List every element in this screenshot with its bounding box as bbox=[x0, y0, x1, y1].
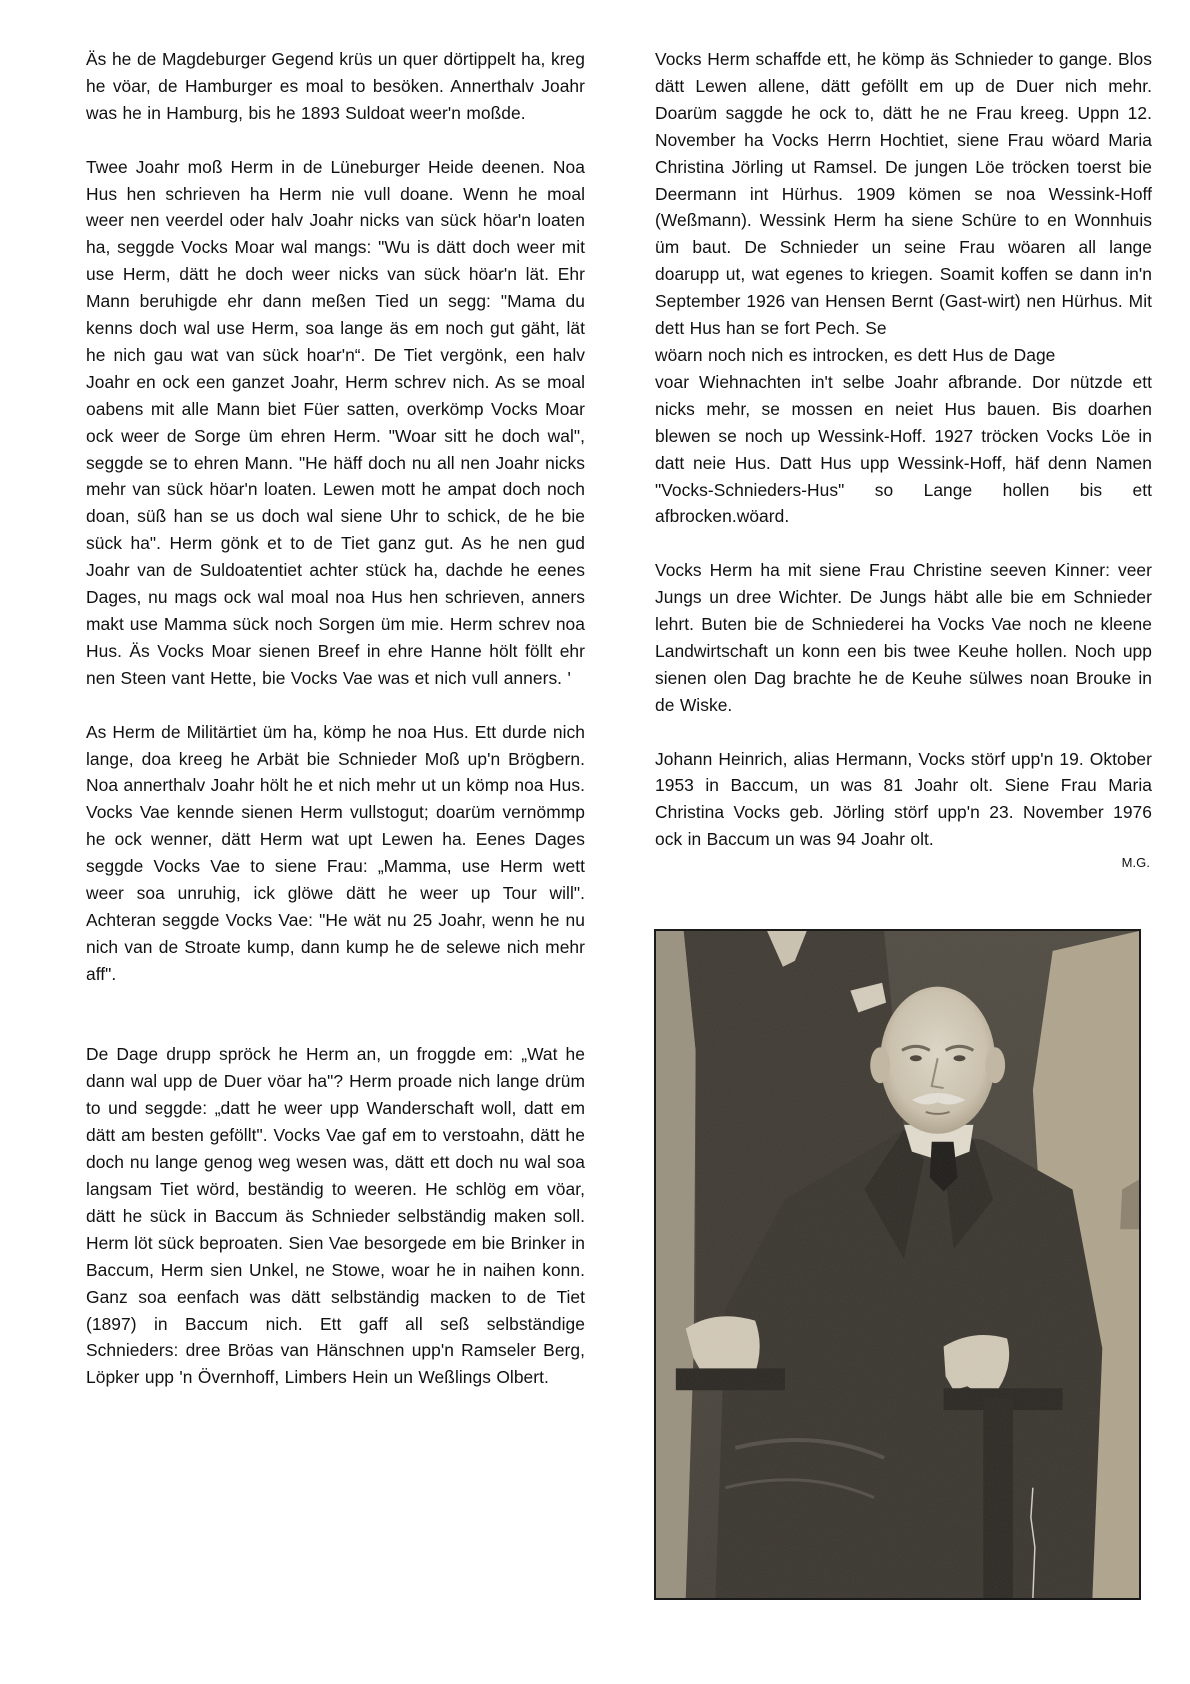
paragraph-becoming-tailor: De Dage drupp spröck he Herm an, un froggde em: „Wat he dann wal upp de Duer vöar ha"? Herm proade nich lange drüm to und seggde: „datt he weer upp Wanderschaft woll, datt em dätt am besten geföllt". Vocks Vae gaf em to verstoahn, dätt he doch nu lange genog weg wesen was, dätt ett doch nu wal soa langsam Tiet wörd, beständig to weeren. He schlög em vöar, dätt he sück in Baccum äs Schnieder selbständig maken soll. Herm löt sück beproaten. Sien Vae besorgede em bie Brinker in Baccum, Herm sien Unkel, ne Stowe, woar he in naihen konn. Ganz soa eenfach was dätt selbständig macken to de Tiet (1897) in Baccum nich. Ett gaff all seß selbständige Schnieders: dree Bröas van Hänschnen upp'n Ramseler Berg, Löpker upp 'n Övernhoff, Limbers Hein un Weßlings Olbert. bbox=[86, 1044, 585, 1388]
paragraph-children: Vocks Herm ha mit siene Frau Christine seeven Kinner: veer Jungs un dree Wichter. De Jungs häbt alle bie em Schnieder lehrt. Buten bie de Schniederei ha Vocks Vae noch ne kleene Landwirtschaft un konn een bis twee Keuhe hollen. Noch upp sienen olen Dag brachte he de Keuhe sülwes noan Brouke in de Wiske. bbox=[655, 560, 1152, 715]
paragraph-marriage-break-line: wöarn noch nich es introcken, es dett Hus de Dage bbox=[655, 344, 1056, 365]
left-text-column bbox=[86, 46, 585, 1391]
paragraph-hamburg: Äs he de Magdeburger Gegend krüs un quer dörtippelt ha, kreg he vöar, de Hamburger es moal to besöken. Annerthalv Joahr was he in Hamburg, bis he 1893 Suldoat weer'n moßde. bbox=[86, 49, 585, 123]
paragraph-deaths: Johann Heinrich, alias Hermann, Vocks störf upp'n 19. Oktober 1953 in Baccum, un was 81 Joahr olt. Siene Frau Maria Christina Vocks geb. Jörling störf upp'n 23. November 1976 ock in Baccum un was 94 Joahr olt. bbox=[655, 748, 1152, 850]
paragraph-military-service: Twee Joahr moß Herm in de Lüneburger Heide deenen. Noa Hus hen schrieven ha Herm nie vull doane. Wenn he moal weer nen veerdel oder halv Joahr nicks van sück höar'n loaten ha, seggde Vocks Moar wal mangs: "Wu is dätt doch weer mit use Herm, dätt he doch weer nicks van sück höar'n lät. Ehr Mann beruhigde ehr dann meßen Tied un segg: "Mama du kenns doch wal use Herm, soa lange äs em noch gut gäht, lät he nich gau wat van sück hoar'n“. De Tiet vergönk, een halv Joahr en ock een ganzet Joahr, Herm schrev nich. As se moal oabens mit alle Mann biet Füer satten, overkömp Vocks Moar ock weer de Sorge üm ehren Herm. "Woar sitt he doch wal", seggde se to ehren Mann. "He häff doch nu all nen Joahr nicks mehr van sück höar'n loaten. Lewen mott he ampat doch noch doan, süß han se us doch wal siene Uhr to schick, de he bie sück ha". Herm gönk et to de Tiet ganz gut. As he nen gud Joahr van de Suldoatentiet achter stück ha, dachde he eenes Dages, nu mags ock wal moal noa Hus hen schrieven, anners makt use Mamma sück noch Sorgen üm mie. Herm schrev noa Hus. Äs Vocks Moar sienen Breef in ehre Hanne hölt föllt ehr nen Steen vant Hette, bie Vocks Vae was et nich vull anners. ' bbox=[86, 156, 585, 688]
paragraph-marriage-part-a: Vocks Herm schaffde ett, he kömp äs Schnieder to gange. Blos dätt Lewen allene, dätt geföllt em up de Duer nich mehr. Doarüm saggde he ock to, dätt he ne Frau kreeg. Uppn 12. November ha Vocks Herrn Hochtiet, siene Frau wöard Maria Christina Jörling ut Ramsel. De jungen Löe tröcken toerst bie Deermann int Hürhus. 1909 kömen se noa Wessink-Hoff (Weßmann). Wessink Herm ha siene Schüre to en Wonnhuis üm baut. De Schnieder un seine Frau wöaren all lange doarupp ut, wat egenes to kriegen. Soamit koffen se dann in'n September 1926 van Hensen Bernt (Gast-wirt) nen Hürhus. Mit dett Hus han se fort Pech. Se bbox=[655, 49, 1152, 339]
paragraph-marriage-part-b: voar Wiehnachten in't selbe Joahr afbrande. Dor nützde ett nicks mehr, se mossen en neiet Hus bauen. Bis doarhen blewen se noch up Wessink-Hoff. 1927 tröcken Vocks Löe in datt neie Hus. Datt Hus upp Wessink-Hoff, häf denn Namen "Vocks-Schnieders-Hus" so Lange hollen bis ett afbrocken.wöard. bbox=[655, 371, 1152, 527]
portrait-photo bbox=[654, 929, 1141, 1600]
paragraph-marriage-and-house bbox=[655, 46, 1152, 530]
author-signature: M.G. bbox=[1121, 855, 1150, 871]
right-text-column bbox=[655, 46, 1152, 873]
paragraph-return-home: As Herm de Militärtiet üm ha, kömp he noa Hus. Ett durde nich lange, doa kreeg he Arbät bie Schnieder Moß up'n Brögbern. Noa annerthalv Joahr hölt he et nich mehr ut un kömp noa Hus. Vocks Vae kennde sienen Herm vullstogut; doarüm vernömmp he ock wenner, dätt Herm wat upt Lewen ha. Eenes Dages seggde Vocks Vae to siene Frau: „Mamma, use Herm wett weer soa unruhig, ick glöwe dätt he weer up Tour will". Achteran seggde Vocks Vae: "He wät nu 25 Joahr, wenn he nu nich van de Stroate kump, dann kump he de selewe nich mehr aff". bbox=[86, 721, 585, 984]
portrait-illustration bbox=[656, 931, 1139, 1598]
